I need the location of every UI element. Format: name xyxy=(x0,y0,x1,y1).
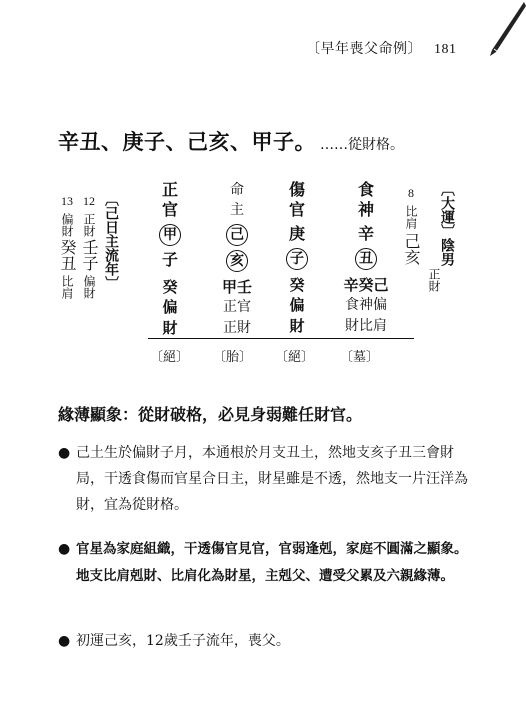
chart-type: ……從財格。 xyxy=(320,137,404,153)
hidden-stem: 癸 xyxy=(162,278,178,296)
bullet-icon: ● xyxy=(58,445,71,461)
pillar-year xyxy=(336,180,396,337)
earthly-branch: 子 xyxy=(286,248,308,270)
hidden-god: 食神偏財比肩 xyxy=(345,296,387,334)
heavenly-stem: 庚 xyxy=(288,224,305,243)
heavenly-stem: 甲 xyxy=(159,224,181,246)
luck-gods: 正財 xyxy=(82,213,96,237)
luck-gods: 偏財 xyxy=(60,213,74,237)
luck-pillar: 己亥 xyxy=(402,233,421,265)
pillar-day xyxy=(215,180,259,339)
pillar-month xyxy=(282,180,312,337)
hidden-god: 正官正財 xyxy=(223,298,251,336)
hidden-god: 偏財 xyxy=(289,295,305,335)
luck-note: 比肩 xyxy=(60,275,74,299)
stage-hour: 〔絕〕 xyxy=(150,350,190,365)
dayun-label: 〔大運〕陰男 xyxy=(439,182,455,266)
page-number: 181 xyxy=(434,42,457,57)
luck-gods: 比肩 xyxy=(404,205,418,229)
ten-god: 傷官 xyxy=(289,180,306,219)
paragraph-text: 官星為家庭組織，干透傷官見官，官弱逢剋，家庭不圓滿之顯象。地支比肩剋財、比肩化為財星，主剋父、遭受父累及六親緣薄。 xyxy=(76,541,468,584)
ten-god: 命主 xyxy=(230,182,244,218)
paragraph-text: 初運己亥，12歲壬子流年，喪父。 xyxy=(76,633,290,649)
luck-year-13 xyxy=(60,194,75,299)
luck-pillar: 癸丑 xyxy=(58,239,77,271)
heavenly-stem: 己 xyxy=(226,224,248,246)
four-pillars: 辛丑、庚子、己亥、甲子。 xyxy=(58,130,316,154)
earthly-branch: 子 xyxy=(161,250,178,269)
pen-icon xyxy=(486,0,526,58)
paragraph-text: 己土生於偏財子月，本通根於月支丑土，然地支亥子丑三會財局，干透食傷而官星合日主，財星雖是不透，然地支一片汪洋為財，宜為從財格。 xyxy=(76,445,468,513)
section-title: 緣薄顯象：從財破格，必見身弱難任財官。 xyxy=(58,405,363,424)
bullet-icon: ● xyxy=(58,633,71,649)
chapter-title: 〔早年喪父命例〕 xyxy=(306,41,422,57)
pillar-hour xyxy=(155,180,185,339)
hidden-stem: 甲壬 xyxy=(221,278,252,296)
luck-age-8 xyxy=(404,186,419,265)
luck-note: 正財 xyxy=(427,268,441,292)
ten-god: 食神 xyxy=(358,180,375,219)
paragraph-1 xyxy=(58,440,478,518)
luck-age: 8 xyxy=(408,186,414,200)
luck-year-12 xyxy=(82,194,97,299)
bullet-icon: ● xyxy=(58,541,71,557)
day-master-note: 〔己日主流年〕 xyxy=(103,192,119,290)
paragraph-3 xyxy=(58,628,478,654)
running-header xyxy=(306,38,457,58)
ten-god: 正官 xyxy=(162,180,179,219)
earthly-branch: 丑 xyxy=(355,248,377,270)
luck-age: 12 xyxy=(83,194,95,208)
hidden-stem: 辛癸己 xyxy=(343,276,389,294)
hidden-stem: 癸 xyxy=(289,276,305,294)
stage-year: 〔墓〕 xyxy=(340,350,380,365)
paragraph-2 xyxy=(58,536,478,590)
chart-title xyxy=(58,126,404,156)
earthly-branch: 亥 xyxy=(226,250,248,272)
stage-month: 〔絕〕 xyxy=(275,350,315,365)
luck-note: 偏財 xyxy=(82,275,96,299)
hidden-god: 偏財 xyxy=(162,297,178,337)
luck-age: 13 xyxy=(61,194,73,208)
stage-day: 〔胎〕 xyxy=(213,350,253,365)
luck-pillar: 壬子 xyxy=(80,239,99,271)
heavenly-stem: 辛 xyxy=(357,224,374,243)
